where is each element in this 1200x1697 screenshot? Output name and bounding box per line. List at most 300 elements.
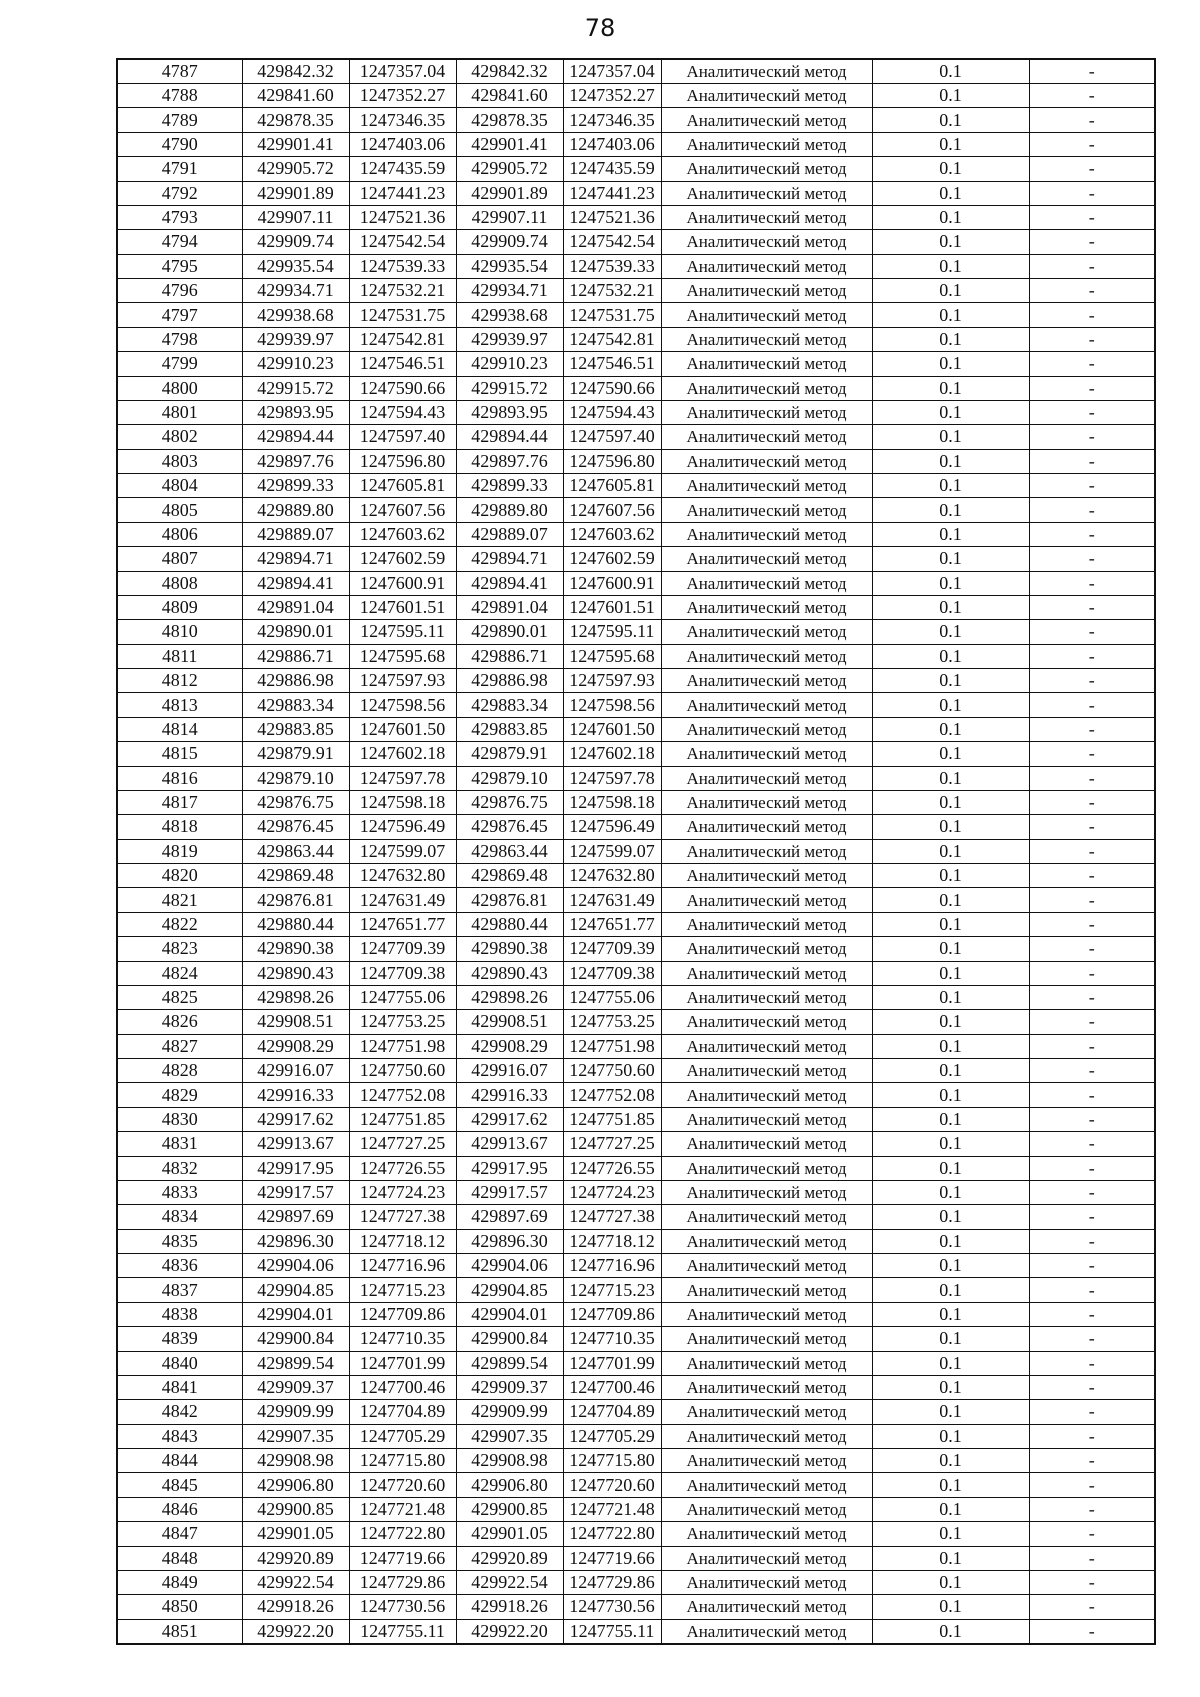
accuracy-cell: 0.1: [872, 1302, 1029, 1326]
x-coordinate-repeat-cell: 429886.71: [456, 644, 563, 668]
point-number-cell: 4830: [117, 1107, 242, 1131]
x-coordinate-cell: 429842.32: [242, 59, 349, 84]
x-coordinate-repeat-cell: 429907.35: [456, 1424, 563, 1448]
method-cell: Аналитический метод: [661, 1034, 872, 1058]
x-coordinate-cell: 429917.62: [242, 1107, 349, 1131]
method-cell: Аналитический метод: [661, 181, 872, 205]
method-cell: Аналитический метод: [661, 1180, 872, 1204]
accuracy-cell: 0.1: [872, 1522, 1029, 1546]
accuracy-cell: 0.1: [872, 1546, 1029, 1570]
table-row: [117, 912, 1155, 936]
point-number-cell: 4794: [117, 230, 242, 254]
table-row: [117, 425, 1155, 449]
table-row: [117, 669, 1155, 693]
y-coordinate-repeat-cell: 1247597.93: [563, 669, 661, 693]
y-coordinate-repeat-cell: 1247753.25: [563, 1010, 661, 1034]
y-coordinate-cell: 1247727.25: [349, 1132, 456, 1156]
note-cell: -: [1029, 961, 1155, 985]
y-coordinate-repeat-cell: 1247542.81: [563, 327, 661, 351]
note-cell: -: [1029, 1107, 1155, 1131]
note-cell: -: [1029, 59, 1155, 84]
x-coordinate-repeat-cell: 429900.85: [456, 1497, 563, 1521]
y-coordinate-repeat-cell: 1247539.33: [563, 254, 661, 278]
note-cell: -: [1029, 1497, 1155, 1521]
y-coordinate-cell: 1247607.56: [349, 498, 456, 522]
table-row: [117, 1254, 1155, 1278]
x-coordinate-cell: 429863.44: [242, 839, 349, 863]
method-cell: Аналитический метод: [661, 230, 872, 254]
y-coordinate-repeat-cell: 1247709.86: [563, 1302, 661, 1326]
x-coordinate-repeat-cell: 429938.68: [456, 303, 563, 327]
y-coordinate-cell: 1247441.23: [349, 181, 456, 205]
x-coordinate-repeat-cell: 429878.35: [456, 108, 563, 132]
x-coordinate-repeat-cell: 429917.95: [456, 1156, 563, 1180]
point-number-cell: 4793: [117, 205, 242, 229]
point-number-cell: 4791: [117, 157, 242, 181]
accuracy-cell: 0.1: [872, 595, 1029, 619]
y-coordinate-repeat-cell: 1247727.25: [563, 1132, 661, 1156]
point-number-cell: 4812: [117, 669, 242, 693]
note-cell: -: [1029, 717, 1155, 741]
method-cell: Аналитический метод: [661, 425, 872, 449]
note-cell: -: [1029, 815, 1155, 839]
accuracy-cell: 0.1: [872, 815, 1029, 839]
y-coordinate-repeat-cell: 1247719.66: [563, 1546, 661, 1570]
x-coordinate-repeat-cell: 429934.71: [456, 279, 563, 303]
y-coordinate-repeat-cell: 1247595.68: [563, 644, 661, 668]
method-cell: Аналитический метод: [661, 59, 872, 84]
table-row: [117, 1059, 1155, 1083]
table-row: [117, 1132, 1155, 1156]
method-cell: Аналитический метод: [661, 815, 872, 839]
note-cell: -: [1029, 1375, 1155, 1399]
y-coordinate-repeat-cell: 1247594.43: [563, 400, 661, 424]
table-row: [117, 230, 1155, 254]
x-coordinate-repeat-cell: 429897.76: [456, 449, 563, 473]
x-coordinate-cell: 429904.01: [242, 1302, 349, 1326]
point-number-cell: 4847: [117, 1522, 242, 1546]
y-coordinate-repeat-cell: 1247599.07: [563, 839, 661, 863]
x-coordinate-cell: 429910.23: [242, 352, 349, 376]
y-coordinate-repeat-cell: 1247716.96: [563, 1254, 661, 1278]
point-number-cell: 4810: [117, 620, 242, 644]
table-row: [117, 985, 1155, 1009]
x-coordinate-repeat-cell: 429915.72: [456, 376, 563, 400]
accuracy-cell: 0.1: [872, 205, 1029, 229]
accuracy-cell: 0.1: [872, 864, 1029, 888]
accuracy-cell: 0.1: [872, 1400, 1029, 1424]
note-cell: -: [1029, 376, 1155, 400]
y-coordinate-cell: 1247596.49: [349, 815, 456, 839]
method-cell: Аналитический метод: [661, 644, 872, 668]
method-cell: Аналитический метод: [661, 742, 872, 766]
y-coordinate-cell: 1247709.86: [349, 1302, 456, 1326]
point-number-cell: 4800: [117, 376, 242, 400]
x-coordinate-repeat-cell: 429908.29: [456, 1034, 563, 1058]
x-coordinate-repeat-cell: 429880.44: [456, 912, 563, 936]
point-number-cell: 4837: [117, 1278, 242, 1302]
method-cell: Аналитический метод: [661, 1546, 872, 1570]
accuracy-cell: 0.1: [872, 644, 1029, 668]
method-cell: Аналитический метод: [661, 1595, 872, 1619]
accuracy-cell: 0.1: [872, 254, 1029, 278]
table-row: [117, 839, 1155, 863]
y-coordinate-cell: 1247598.18: [349, 790, 456, 814]
x-coordinate-cell: 429898.26: [242, 985, 349, 1009]
table-row: [117, 644, 1155, 668]
point-number-cell: 4839: [117, 1327, 242, 1351]
y-coordinate-cell: 1247594.43: [349, 400, 456, 424]
point-number-cell: 4796: [117, 279, 242, 303]
method-cell: Аналитический метод: [661, 1351, 872, 1375]
point-number-cell: 4846: [117, 1497, 242, 1521]
y-coordinate-repeat-cell: 1247435.59: [563, 157, 661, 181]
accuracy-cell: 0.1: [872, 1180, 1029, 1204]
y-coordinate-repeat-cell: 1247721.48: [563, 1497, 661, 1521]
x-coordinate-repeat-cell: 429897.69: [456, 1205, 563, 1229]
accuracy-cell: 0.1: [872, 279, 1029, 303]
y-coordinate-cell: 1247603.62: [349, 522, 456, 546]
note-cell: -: [1029, 669, 1155, 693]
x-coordinate-cell: 429886.71: [242, 644, 349, 668]
y-coordinate-cell: 1247632.80: [349, 864, 456, 888]
y-coordinate-repeat-cell: 1247709.39: [563, 937, 661, 961]
method-cell: Аналитический метод: [661, 108, 872, 132]
table-row: [117, 888, 1155, 912]
y-coordinate-repeat-cell: 1247752.08: [563, 1083, 661, 1107]
x-coordinate-cell: 429908.98: [242, 1449, 349, 1473]
y-coordinate-cell: 1247701.99: [349, 1351, 456, 1375]
x-coordinate-cell: 429897.69: [242, 1205, 349, 1229]
point-number-cell: 4829: [117, 1083, 242, 1107]
point-number-cell: 4824: [117, 961, 242, 985]
x-coordinate-repeat-cell: 429917.57: [456, 1180, 563, 1204]
method-cell: Аналитический метод: [661, 790, 872, 814]
method-cell: Аналитический метод: [661, 1522, 872, 1546]
y-coordinate-repeat-cell: 1247705.29: [563, 1424, 661, 1448]
y-coordinate-cell: 1247726.55: [349, 1156, 456, 1180]
method-cell: Аналитический метод: [661, 1375, 872, 1399]
point-number-cell: 4809: [117, 595, 242, 619]
x-coordinate-cell: 429890.38: [242, 937, 349, 961]
table-row: [117, 571, 1155, 595]
y-coordinate-repeat-cell: 1247727.38: [563, 1205, 661, 1229]
x-coordinate-repeat-cell: 429869.48: [456, 864, 563, 888]
method-cell: Аналитический метод: [661, 376, 872, 400]
method-cell: Аналитический метод: [661, 1497, 872, 1521]
x-coordinate-repeat-cell: 429906.80: [456, 1473, 563, 1497]
y-coordinate-cell: 1247595.11: [349, 620, 456, 644]
method-cell: Аналитический метод: [661, 912, 872, 936]
y-coordinate-repeat-cell: 1247631.49: [563, 888, 661, 912]
table-row: [117, 498, 1155, 522]
y-coordinate-repeat-cell: 1247651.77: [563, 912, 661, 936]
note-cell: -: [1029, 352, 1155, 376]
note-cell: -: [1029, 522, 1155, 546]
note-cell: -: [1029, 1522, 1155, 1546]
note-cell: -: [1029, 1595, 1155, 1619]
y-coordinate-repeat-cell: 1247710.35: [563, 1327, 661, 1351]
y-coordinate-repeat-cell: 1247542.54: [563, 230, 661, 254]
accuracy-cell: 0.1: [872, 839, 1029, 863]
x-coordinate-repeat-cell: 429907.11: [456, 205, 563, 229]
table-row: [117, 1497, 1155, 1521]
accuracy-cell: 0.1: [872, 522, 1029, 546]
method-cell: Аналитический метод: [661, 547, 872, 571]
y-coordinate-cell: 1247435.59: [349, 157, 456, 181]
table-row: [117, 1546, 1155, 1570]
table-row: [117, 742, 1155, 766]
table-row: [117, 449, 1155, 473]
note-cell: -: [1029, 790, 1155, 814]
method-cell: Аналитический метод: [661, 474, 872, 498]
note-cell: -: [1029, 1205, 1155, 1229]
accuracy-cell: 0.1: [872, 547, 1029, 571]
y-coordinate-repeat-cell: 1247600.91: [563, 571, 661, 595]
x-coordinate-cell: 429904.06: [242, 1254, 349, 1278]
y-coordinate-cell: 1247755.11: [349, 1619, 456, 1644]
x-coordinate-repeat-cell: 429890.38: [456, 937, 563, 961]
note-cell: -: [1029, 571, 1155, 595]
table-row: [117, 157, 1155, 181]
point-number-cell: 4811: [117, 644, 242, 668]
y-coordinate-repeat-cell: 1247598.18: [563, 790, 661, 814]
method-cell: Аналитический метод: [661, 1449, 872, 1473]
y-coordinate-repeat-cell: 1247603.62: [563, 522, 661, 546]
point-number-cell: 4808: [117, 571, 242, 595]
y-coordinate-repeat-cell: 1247532.21: [563, 279, 661, 303]
x-coordinate-cell: 429922.20: [242, 1619, 349, 1644]
accuracy-cell: 0.1: [872, 1570, 1029, 1594]
note-cell: -: [1029, 864, 1155, 888]
x-coordinate-cell: 429935.54: [242, 254, 349, 278]
x-coordinate-repeat-cell: 429841.60: [456, 84, 563, 108]
y-coordinate-repeat-cell: 1247602.18: [563, 742, 661, 766]
x-coordinate-repeat-cell: 429904.01: [456, 1302, 563, 1326]
point-number-cell: 4828: [117, 1059, 242, 1083]
y-coordinate-repeat-cell: 1247726.55: [563, 1156, 661, 1180]
table-row: [117, 132, 1155, 156]
accuracy-cell: 0.1: [872, 1156, 1029, 1180]
table-row: [117, 254, 1155, 278]
accuracy-cell: 0.1: [872, 693, 1029, 717]
point-number-cell: 4805: [117, 498, 242, 522]
x-coordinate-repeat-cell: 429909.37: [456, 1375, 563, 1399]
x-coordinate-cell: 429938.68: [242, 303, 349, 327]
x-coordinate-repeat-cell: 429939.97: [456, 327, 563, 351]
method-cell: Аналитический метод: [661, 839, 872, 863]
point-number-cell: 4842: [117, 1400, 242, 1424]
accuracy-cell: 0.1: [872, 1254, 1029, 1278]
x-coordinate-cell: 429883.85: [242, 717, 349, 741]
x-coordinate-repeat-cell: 429876.45: [456, 815, 563, 839]
y-coordinate-cell: 1247753.25: [349, 1010, 456, 1034]
x-coordinate-cell: 429909.37: [242, 1375, 349, 1399]
y-coordinate-repeat-cell: 1247602.59: [563, 547, 661, 571]
method-cell: Аналитический метод: [661, 254, 872, 278]
point-number-cell: 4798: [117, 327, 242, 351]
note-cell: -: [1029, 1351, 1155, 1375]
note-cell: -: [1029, 327, 1155, 351]
x-coordinate-repeat-cell: 429935.54: [456, 254, 563, 278]
y-coordinate-cell: 1247751.85: [349, 1107, 456, 1131]
x-coordinate-cell: 429841.60: [242, 84, 349, 108]
point-number-cell: 4822: [117, 912, 242, 936]
x-coordinate-cell: 429901.41: [242, 132, 349, 156]
point-number-cell: 4836: [117, 1254, 242, 1278]
method-cell: Аналитический метод: [661, 1156, 872, 1180]
table-row: [117, 547, 1155, 571]
y-coordinate-repeat-cell: 1247750.60: [563, 1059, 661, 1083]
note-cell: -: [1029, 425, 1155, 449]
x-coordinate-repeat-cell: 429889.07: [456, 522, 563, 546]
method-cell: Аналитический метод: [661, 620, 872, 644]
accuracy-cell: 0.1: [872, 669, 1029, 693]
point-number-cell: 4832: [117, 1156, 242, 1180]
table-row: [117, 1522, 1155, 1546]
x-coordinate-repeat-cell: 429900.84: [456, 1327, 563, 1351]
x-coordinate-cell: 429876.45: [242, 815, 349, 839]
y-coordinate-cell: 1247715.80: [349, 1449, 456, 1473]
table-row: [117, 1180, 1155, 1204]
x-coordinate-cell: 429896.30: [242, 1229, 349, 1253]
accuracy-cell: 0.1: [872, 1473, 1029, 1497]
note-cell: -: [1029, 1034, 1155, 1058]
accuracy-cell: 0.1: [872, 766, 1029, 790]
method-cell: Аналитический метод: [661, 571, 872, 595]
note-cell: -: [1029, 1083, 1155, 1107]
x-coordinate-repeat-cell: 429879.10: [456, 766, 563, 790]
point-number-cell: 4787: [117, 59, 242, 84]
y-coordinate-cell: 1247700.46: [349, 1375, 456, 1399]
x-coordinate-repeat-cell: 429894.44: [456, 425, 563, 449]
y-coordinate-repeat-cell: 1247751.98: [563, 1034, 661, 1058]
x-coordinate-repeat-cell: 429879.91: [456, 742, 563, 766]
x-coordinate-repeat-cell: 429904.85: [456, 1278, 563, 1302]
x-coordinate-cell: 429901.05: [242, 1522, 349, 1546]
method-cell: Аналитический метод: [661, 937, 872, 961]
note-cell: -: [1029, 547, 1155, 571]
point-number-cell: 4795: [117, 254, 242, 278]
x-coordinate-cell: 429915.72: [242, 376, 349, 400]
note-cell: -: [1029, 1132, 1155, 1156]
method-cell: Аналитический метод: [661, 84, 872, 108]
y-coordinate-cell: 1247727.38: [349, 1205, 456, 1229]
point-number-cell: 4804: [117, 474, 242, 498]
point-number-cell: 4845: [117, 1473, 242, 1497]
y-coordinate-repeat-cell: 1247607.56: [563, 498, 661, 522]
y-coordinate-cell: 1247596.80: [349, 449, 456, 473]
table-row: [117, 352, 1155, 376]
note-cell: -: [1029, 985, 1155, 1009]
x-coordinate-repeat-cell: 429901.41: [456, 132, 563, 156]
note-cell: -: [1029, 303, 1155, 327]
x-coordinate-repeat-cell: 429916.33: [456, 1083, 563, 1107]
table-row: [117, 620, 1155, 644]
note-cell: -: [1029, 1302, 1155, 1326]
point-number-cell: 4802: [117, 425, 242, 449]
method-cell: Аналитический метод: [661, 1107, 872, 1131]
accuracy-cell: 0.1: [872, 571, 1029, 595]
y-coordinate-cell: 1247542.81: [349, 327, 456, 351]
point-number-cell: 4840: [117, 1351, 242, 1375]
y-coordinate-repeat-cell: 1247632.80: [563, 864, 661, 888]
point-number-cell: 4834: [117, 1205, 242, 1229]
y-coordinate-repeat-cell: 1247700.46: [563, 1375, 661, 1399]
accuracy-cell: 0.1: [872, 108, 1029, 132]
x-coordinate-cell: 429897.76: [242, 449, 349, 473]
y-coordinate-repeat-cell: 1247595.11: [563, 620, 661, 644]
y-coordinate-cell: 1247602.18: [349, 742, 456, 766]
y-coordinate-repeat-cell: 1247596.80: [563, 449, 661, 473]
table-row: [117, 1205, 1155, 1229]
x-coordinate-repeat-cell: 429908.51: [456, 1010, 563, 1034]
y-coordinate-repeat-cell: 1247720.60: [563, 1473, 661, 1497]
accuracy-cell: 0.1: [872, 230, 1029, 254]
point-number-cell: 4826: [117, 1010, 242, 1034]
x-coordinate-repeat-cell: 429899.33: [456, 474, 563, 498]
x-coordinate-repeat-cell: 429905.72: [456, 157, 563, 181]
note-cell: -: [1029, 449, 1155, 473]
x-coordinate-repeat-cell: 429876.81: [456, 888, 563, 912]
point-number-cell: 4816: [117, 766, 242, 790]
x-coordinate-repeat-cell: 429883.85: [456, 717, 563, 741]
x-coordinate-repeat-cell: 429904.06: [456, 1254, 563, 1278]
y-coordinate-cell: 1247751.98: [349, 1034, 456, 1058]
method-cell: Аналитический метод: [661, 400, 872, 424]
point-number-cell: 4833: [117, 1180, 242, 1204]
x-coordinate-repeat-cell: 429913.67: [456, 1132, 563, 1156]
y-coordinate-cell: 1247718.12: [349, 1229, 456, 1253]
method-cell: Аналитический метод: [661, 693, 872, 717]
y-coordinate-repeat-cell: 1247704.89: [563, 1400, 661, 1424]
y-coordinate-cell: 1247730.56: [349, 1595, 456, 1619]
x-coordinate-cell: 429879.10: [242, 766, 349, 790]
method-cell: Аналитический метод: [661, 327, 872, 351]
y-coordinate-cell: 1247602.59: [349, 547, 456, 571]
point-number-cell: 4806: [117, 522, 242, 546]
y-coordinate-repeat-cell: 1247590.66: [563, 376, 661, 400]
accuracy-cell: 0.1: [872, 937, 1029, 961]
point-number-cell: 4850: [117, 1595, 242, 1619]
method-cell: Аналитический метод: [661, 888, 872, 912]
note-cell: -: [1029, 766, 1155, 790]
x-coordinate-cell: 429908.29: [242, 1034, 349, 1058]
method-cell: Аналитический метод: [661, 1473, 872, 1497]
x-coordinate-cell: 429909.74: [242, 230, 349, 254]
y-coordinate-repeat-cell: 1247403.06: [563, 132, 661, 156]
table-row: [117, 205, 1155, 229]
point-number-cell: 4817: [117, 790, 242, 814]
method-cell: Аналитический метод: [661, 303, 872, 327]
accuracy-cell: 0.1: [872, 1083, 1029, 1107]
point-number-cell: 4813: [117, 693, 242, 717]
y-coordinate-cell: 1247709.38: [349, 961, 456, 985]
method-cell: Аналитический метод: [661, 1302, 872, 1326]
method-cell: Аналитический метод: [661, 1327, 872, 1351]
x-coordinate-repeat-cell: 429894.41: [456, 571, 563, 595]
y-coordinate-cell: 1247595.68: [349, 644, 456, 668]
accuracy-cell: 0.1: [872, 1619, 1029, 1644]
x-coordinate-cell: 429934.71: [242, 279, 349, 303]
note-cell: -: [1029, 1449, 1155, 1473]
note-cell: -: [1029, 474, 1155, 498]
y-coordinate-repeat-cell: 1247751.85: [563, 1107, 661, 1131]
y-coordinate-repeat-cell: 1247724.23: [563, 1180, 661, 1204]
note-cell: -: [1029, 230, 1155, 254]
x-coordinate-repeat-cell: 429890.01: [456, 620, 563, 644]
accuracy-cell: 0.1: [872, 157, 1029, 181]
